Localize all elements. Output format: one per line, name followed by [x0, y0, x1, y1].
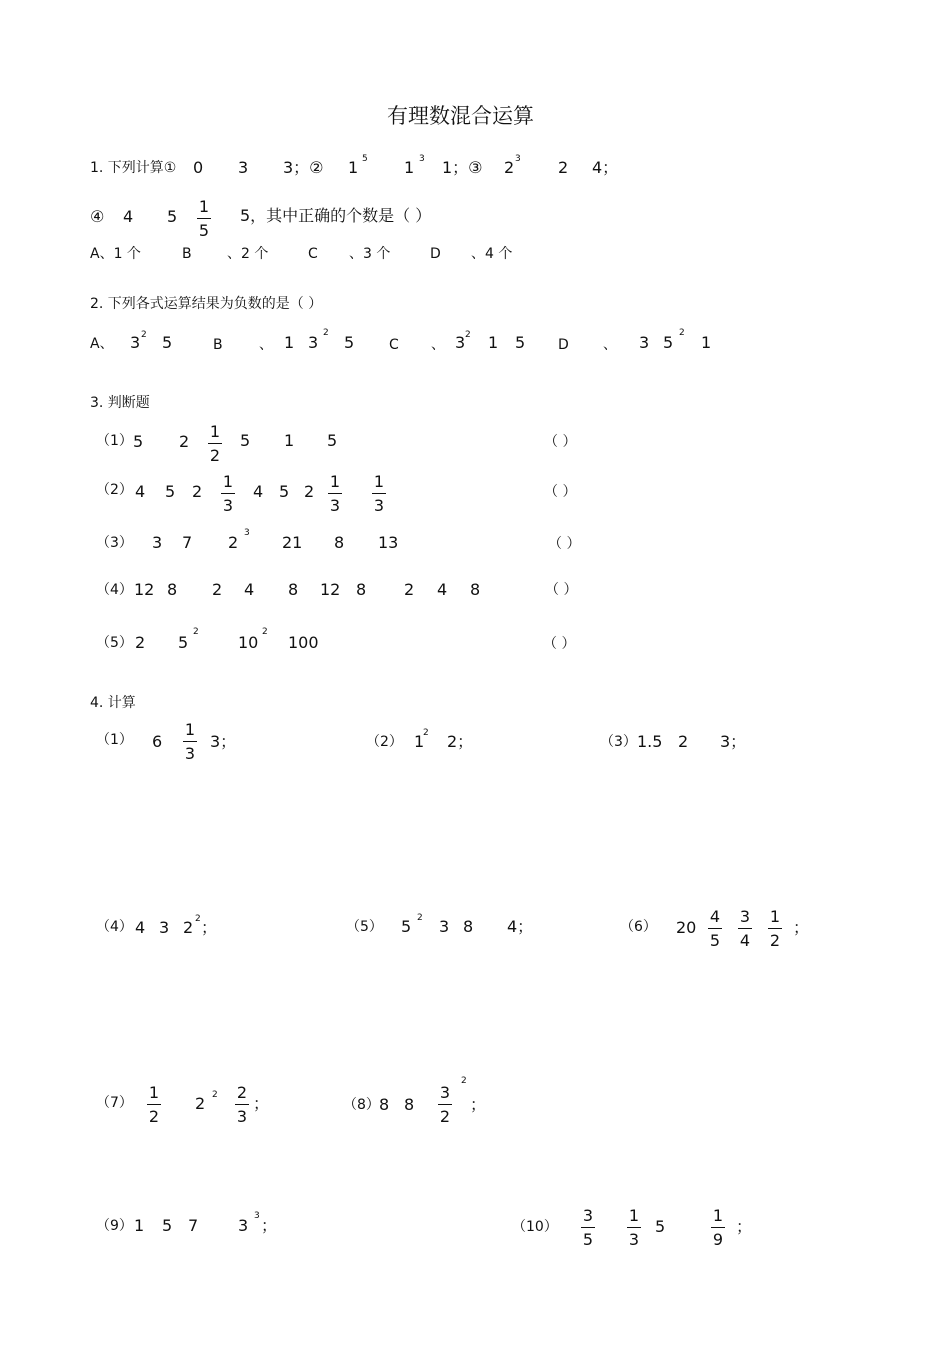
- math-term: 5: [240, 431, 251, 450]
- math-term: 3: [152, 533, 163, 552]
- item-number: （9）: [96, 1218, 133, 1234]
- math-term: 20: [676, 918, 697, 937]
- fraction-numerator: 4: [709, 907, 721, 926]
- page-title: 有理数混合运算: [387, 104, 534, 128]
- math-term: ；: [470, 1095, 487, 1114]
- math-term: 21: [282, 533, 303, 552]
- item-number: （1）: [96, 732, 133, 748]
- fraction-numerator: 3: [439, 1083, 451, 1102]
- math-term: 2: [678, 732, 689, 751]
- fraction: [708, 909, 722, 949]
- math-term: 5: [344, 333, 355, 352]
- math-term: 1: [414, 732, 425, 751]
- exponent: 2: [417, 913, 423, 923]
- exponent: 2: [141, 330, 147, 340]
- item-number: （7）: [96, 1095, 133, 1111]
- math-term: ；: [201, 918, 218, 937]
- fraction-denominator: 2: [148, 1107, 160, 1126]
- fraction-denominator: 5: [198, 221, 210, 240]
- math-term: 5: [279, 482, 290, 501]
- separator: 、: [431, 337, 445, 353]
- math-term: 1: [404, 158, 415, 177]
- fraction-bar: [438, 1104, 452, 1105]
- math-term: 8: [404, 1095, 415, 1114]
- math-term: 2: [504, 158, 515, 177]
- math-term: 4；: [507, 917, 534, 936]
- option-c-letter: C: [389, 337, 399, 353]
- math-term: 6: [152, 732, 163, 751]
- answer-blank[interactable]: （ ）: [548, 536, 581, 552]
- fraction: [711, 1208, 725, 1248]
- fraction-denominator: 4: [739, 931, 751, 950]
- fraction-denominator: 2: [439, 1107, 451, 1126]
- math-term: 8: [463, 917, 474, 936]
- math-term: 12: [134, 580, 155, 599]
- math-term: 5: [162, 1216, 173, 1235]
- item-number: （10）: [512, 1219, 558, 1235]
- math-term: 5: [515, 333, 526, 352]
- answer-blank[interactable]: （ ）: [543, 636, 576, 652]
- math-term: 8: [356, 580, 367, 599]
- fraction-numerator: 1: [769, 907, 781, 926]
- math-term: 2: [135, 633, 146, 652]
- fraction-denominator: 3: [373, 496, 385, 515]
- math-term: 3: [639, 333, 650, 352]
- fraction: [197, 199, 211, 239]
- exponent: 3: [515, 154, 521, 164]
- fraction: [627, 1208, 641, 1248]
- fraction-bar: [235, 1104, 249, 1105]
- fraction-numerator: 3: [739, 907, 751, 926]
- separator: 、: [259, 337, 273, 353]
- fraction-bar: [581, 1227, 595, 1228]
- item-number: （6）: [620, 919, 657, 935]
- math-term: 8: [167, 580, 178, 599]
- item-number: （5）: [346, 919, 383, 935]
- question-1-stem: 5，其中正确的个数是（ ）: [240, 206, 432, 225]
- math-term: 10: [238, 633, 259, 652]
- math-term: 1；③: [442, 158, 483, 177]
- math-term: 2: [179, 432, 190, 451]
- fraction-denominator: 5: [709, 931, 721, 950]
- math-term: ；: [261, 1216, 278, 1235]
- exponent: 3: [244, 528, 250, 538]
- exponent: 2: [262, 627, 268, 637]
- item-number: （5）: [96, 635, 133, 651]
- fraction: [438, 1085, 452, 1125]
- math-term: 3；②: [283, 158, 324, 177]
- math-term: ；: [793, 918, 810, 937]
- separator: 、: [603, 337, 617, 353]
- exponent: 5: [362, 154, 368, 164]
- fraction-numerator: 1: [184, 720, 196, 739]
- math-term: 5: [327, 431, 338, 450]
- math-term: 2: [195, 1094, 206, 1113]
- fraction-numerator: 1: [329, 472, 341, 491]
- question-4-label: 4. 计算: [90, 695, 136, 711]
- exponent: 2: [212, 1090, 218, 1100]
- answer-blank[interactable]: （ ）: [544, 484, 577, 500]
- math-term: 1: [348, 158, 359, 177]
- item-number: （1）: [96, 433, 133, 449]
- fraction: [738, 909, 752, 949]
- math-term: 1.5: [637, 732, 663, 751]
- math-term: 4: [244, 580, 255, 599]
- math-term: 4: [135, 918, 146, 937]
- math-term: 5: [162, 333, 173, 352]
- option-d-letter: D: [430, 246, 441, 262]
- math-term: 5: [401, 917, 412, 936]
- fraction-numerator: 1: [712, 1206, 724, 1225]
- math-term: 1: [488, 333, 499, 352]
- fraction: [147, 1085, 161, 1125]
- math-term: 2: [558, 158, 569, 177]
- math-term: 5: [663, 333, 674, 352]
- fraction-numerator: 1: [222, 472, 234, 491]
- exponent: 2: [323, 328, 329, 338]
- math-term: 4: [135, 482, 146, 501]
- math-term: 2: [404, 580, 415, 599]
- fraction-bar: [708, 928, 722, 929]
- exponent: 3: [419, 154, 425, 164]
- exponent: 2: [465, 330, 471, 340]
- fraction-bar: [627, 1227, 641, 1228]
- math-term: 100: [288, 633, 319, 652]
- option-c: 、3 个: [349, 246, 391, 262]
- math-term: 2: [228, 533, 239, 552]
- math-term: 2: [183, 918, 194, 937]
- option-b: 、2 个: [227, 246, 269, 262]
- math-term: 7: [182, 533, 193, 552]
- option-c-letter: C: [308, 246, 318, 262]
- option-b-letter: B: [213, 337, 223, 353]
- math-term: 3；: [720, 732, 747, 751]
- fraction: [183, 722, 197, 762]
- math-term: 4: [437, 580, 448, 599]
- math-term: 4: [253, 482, 264, 501]
- fraction: [208, 424, 222, 464]
- exponent: 2: [423, 728, 429, 738]
- fraction-denominator: 2: [769, 931, 781, 950]
- fraction-denominator: 3: [628, 1230, 640, 1249]
- math-term: 3: [238, 158, 249, 177]
- question-3-label: 3. 判断题: [90, 395, 150, 411]
- fraction: [221, 474, 235, 514]
- fraction-bar: [328, 493, 342, 494]
- math-term: 4；: [592, 158, 619, 177]
- option-b-letter: B: [182, 246, 192, 262]
- item-number: （2）: [366, 734, 403, 750]
- fraction-denominator: 3: [184, 744, 196, 763]
- math-term: 5: [178, 633, 189, 652]
- item-number: （4）: [96, 919, 133, 935]
- fraction-bar: [183, 741, 197, 742]
- fraction-bar: [738, 928, 752, 929]
- math-term: 2: [212, 580, 223, 599]
- fraction-bar: [711, 1227, 725, 1228]
- math-term: 5: [167, 207, 178, 226]
- math-term: 3: [439, 917, 450, 936]
- item-number: （8）: [343, 1097, 380, 1113]
- math-term: 8: [379, 1095, 390, 1114]
- item-number: （3）: [600, 734, 637, 750]
- fraction-bar: [372, 493, 386, 494]
- math-term: 1: [284, 333, 295, 352]
- item-number: （3）: [96, 535, 133, 551]
- question-1-label: 1. 下列计算①: [90, 160, 177, 176]
- exponent: 3: [254, 1211, 260, 1221]
- math-term: 2: [304, 482, 315, 501]
- answer-blank[interactable]: （ ）: [545, 582, 578, 598]
- fraction-denominator: 2: [209, 446, 221, 465]
- item-number: （2）: [96, 482, 133, 498]
- fraction-denominator: 9: [712, 1230, 724, 1249]
- fraction-numerator: 3: [582, 1206, 594, 1225]
- exponent: 2: [195, 914, 201, 924]
- fraction-numerator: 1: [198, 197, 210, 216]
- math-term: ；: [736, 1217, 753, 1236]
- math-term: 12: [320, 580, 341, 599]
- math-term: 1: [134, 1216, 145, 1235]
- math-term: 5: [133, 432, 144, 451]
- math-term: 5: [165, 482, 176, 501]
- exponent: 2: [461, 1076, 467, 1086]
- fraction-denominator: 5: [582, 1230, 594, 1249]
- math-term: 3: [455, 333, 466, 352]
- option-a: A、1 个: [90, 246, 141, 262]
- option-d: 、4 个: [471, 246, 513, 262]
- item-number: （4）: [96, 582, 133, 598]
- fraction-bar: [221, 493, 235, 494]
- math-term: 1: [701, 333, 712, 352]
- fraction-numerator: 1: [373, 472, 385, 491]
- fraction: [235, 1085, 249, 1125]
- exponent: 2: [193, 627, 199, 637]
- math-term: 1: [284, 431, 295, 450]
- fraction: [328, 474, 342, 514]
- answer-blank[interactable]: （ ）: [544, 434, 577, 450]
- math-term: 0: [193, 158, 204, 177]
- fraction-bar: [768, 928, 782, 929]
- math-term: 3: [238, 1216, 249, 1235]
- fraction: [372, 474, 386, 514]
- exponent: 2: [679, 328, 685, 338]
- fraction-denominator: 3: [329, 496, 341, 515]
- math-term: 8: [334, 533, 345, 552]
- fraction-bar: [208, 443, 222, 444]
- math-term: 3；: [210, 732, 237, 751]
- fraction-bar: [197, 218, 211, 219]
- math-term: ；: [253, 1094, 270, 1113]
- option-a: A、: [90, 336, 114, 352]
- math-term: 8: [288, 580, 299, 599]
- math-term: 3: [130, 333, 141, 352]
- math-term: ④: [90, 207, 105, 226]
- fraction-denominator: 3: [236, 1107, 248, 1126]
- math-term: 8: [470, 580, 481, 599]
- fraction-numerator: 1: [148, 1083, 160, 1102]
- fraction-numerator: 1: [628, 1206, 640, 1225]
- fraction-bar: [147, 1104, 161, 1105]
- math-term: 2: [192, 482, 203, 501]
- fraction: [581, 1208, 595, 1248]
- math-term: 7: [188, 1216, 199, 1235]
- fraction-numerator: 1: [209, 422, 221, 441]
- math-term: 13: [378, 533, 399, 552]
- fraction-denominator: 3: [222, 496, 234, 515]
- math-term: 5: [655, 1217, 666, 1236]
- fraction: [768, 909, 782, 949]
- math-term: 2；: [447, 732, 474, 751]
- fraction-numerator: 2: [236, 1083, 248, 1102]
- question-2-label: 2. 下列各式运算结果为负数的是（ ）: [90, 296, 323, 312]
- math-term: 3: [308, 333, 319, 352]
- option-d-letter: D: [558, 337, 569, 353]
- math-term: 3: [159, 918, 170, 937]
- math-term: 4: [123, 207, 134, 226]
